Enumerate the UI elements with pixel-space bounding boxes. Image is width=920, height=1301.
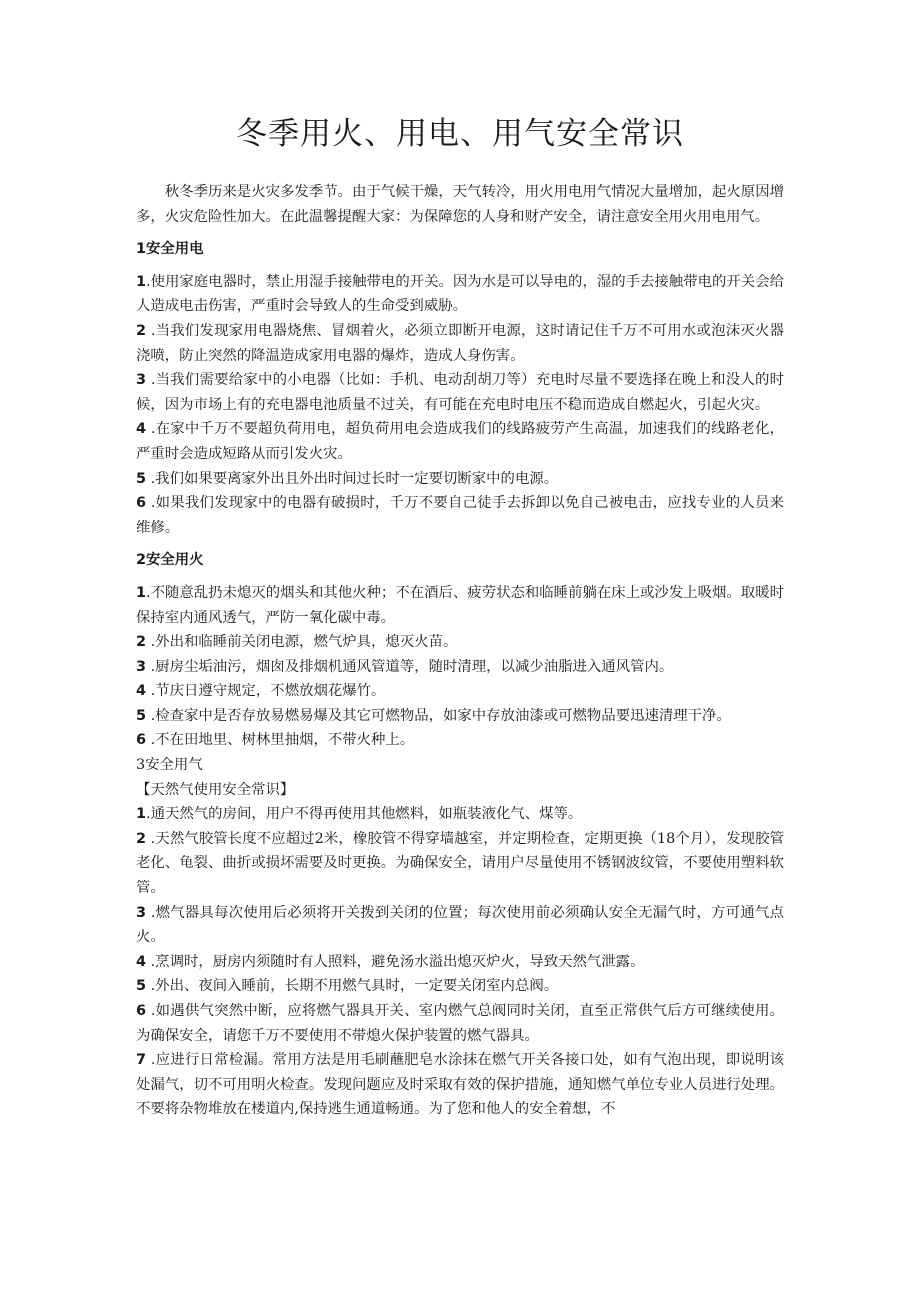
list-item <box>136 901 784 950</box>
list-item-text: 当我们发现家用电器烧焦、冒烟着火，必须立即断开电源，这时请记住千万不可用水或泡沫灭火器浇喷，防止突然的降温造成家用电器的爆炸，造成人身伤害。 <box>136 322 784 364</box>
list-item <box>136 491 784 540</box>
list-item-separator: . <box>146 372 156 389</box>
list-item-text: 检查家中是否存放易燃易爆及其它可燃物品，如家中存放油漆或可燃物品要迅速清理干净。 <box>155 707 731 724</box>
list-item-text: 外出、夜间入睡前，长期不用燃气具时，一定要关闭室内总阀。 <box>155 978 559 995</box>
list-item-separator: . <box>146 470 156 487</box>
list-item-separator: . <box>146 634 156 651</box>
section-subheading-gas: 【天然气使用安全常识】 <box>136 781 295 798</box>
list-item-separator: . <box>146 421 156 438</box>
list-item <box>136 802 784 827</box>
document-body <box>136 180 784 1122</box>
list-item-number: 2 <box>136 634 147 651</box>
list-item <box>136 950 784 975</box>
section-heading-gas: 3安全用气 <box>136 757 203 774</box>
list-item <box>136 417 784 466</box>
list-item-number: 2 <box>136 830 147 847</box>
list-item <box>136 999 784 1048</box>
list-item-text: 通天然气的房间，用户不得再使用其他燃料，如瓶装液化气、煤等。 <box>150 806 583 823</box>
list-item-separator: . <box>146 273 151 290</box>
list-item-text: 不在田地里、树林里抽烟，不带火种上。 <box>155 732 415 749</box>
list-item <box>136 655 784 680</box>
list-item-separator: . <box>146 732 156 749</box>
page-title: 冬季用火、用电、用气安全常识 <box>236 116 684 152</box>
section-list-gas <box>136 802 784 1122</box>
list-item-text: 使用家庭电器时，禁止用湿手接触带电的开关。因为水是可以导电的，湿的手去接触带电的开关会给人造成电击伤害，严重时会导致人的生命受到威胁。 <box>136 273 784 315</box>
list-item-separator: . <box>146 495 156 512</box>
list-item-number: 4 <box>136 953 147 970</box>
list-item-text: 节庆日遵守规定，不燃放烟花爆竹。 <box>155 683 386 700</box>
list-item-number: 5 <box>136 707 147 724</box>
list-item-text: 天然气胶管长度不应超过2米，橡胶管不得穿墙越室，并定期检查，定期更换（18个月），发现胶管老化、龟裂、曲折或损坏需要及时更换。为确保安全，请用户尽量使用不锈钢波纹管，不要使用塑料软管。 <box>136 830 784 897</box>
section-heading-electricity: 1安全用电 <box>136 241 204 258</box>
list-item-number: 1 <box>136 806 147 823</box>
list-item-separator: . <box>146 978 156 995</box>
list-item-number: 3 <box>136 658 147 675</box>
list-item-number: 3 <box>136 372 147 389</box>
list-item-text: 应进行日常检漏。常用方法是用毛刷蘸肥皂水涂抹在燃气开关各接口处，如有气泡出现，即说明该处漏气，切不可用明火检查。发现问题应及时采取有效的保护措施，通知燃气单位专业人员进行处理。不要将杂物堆放在楼道内,保持逃生通道畅通。为了您和他人的安全着想，不 <box>136 1052 784 1118</box>
list-item-separator: . <box>146 322 156 339</box>
list-item-text: 我们如果要离家外出且外出时间过长时一定要切断家中的电源。 <box>155 470 559 487</box>
list-item <box>136 630 784 655</box>
list-item-number: 5 <box>136 470 147 487</box>
list-item <box>136 581 784 630</box>
list-item-separator: . <box>146 830 156 847</box>
list-item-number: 5 <box>136 978 147 995</box>
section-heading-fire: 2安全用火 <box>136 552 204 569</box>
list-item-text: 不随意乱扔未熄灭的烟头和其他火种；不在酒后、疲劳状态和临睡前躺在床上或沙发上吸烟。取暖时保持室内通风透气，严防一氧化碳中毒。 <box>136 584 784 626</box>
list-item-separator: . <box>146 707 156 724</box>
list-item <box>136 679 784 704</box>
list-item-text: 厨房尘垢油污，烟囱及排烟机通风管道等，随时清理，以减少油脂进入通风管内。 <box>155 658 674 675</box>
list-item-number: 6 <box>136 732 147 749</box>
list-item-number: 6 <box>136 1003 147 1019</box>
list-item-text: 如遇供气突然中断，应将燃气器具开关、室内燃气总阀同时关闭，直至正常供气后方可继续使用。为确保安全，请您千万不要使用不带熄火保护装置的燃气器具。 <box>136 1003 784 1044</box>
section-list-electricity <box>136 270 784 541</box>
list-item-number: 1 <box>136 584 147 601</box>
list-item-text: 如果我们发现家中的电器有破损时，千万不要自己徒手去拆卸以免自己被电击，应找专业的人员来维修。 <box>136 495 784 536</box>
list-item-separator: . <box>146 1003 156 1019</box>
list-item-text: 外出和临睡前关闭电源，燃气炉具，熄灭火苗。 <box>155 634 458 651</box>
list-item-separator: . <box>146 1052 156 1069</box>
list-item <box>136 1048 784 1122</box>
list-item-separator: . <box>146 953 156 970</box>
intro-paragraph: 秋冬季历来是火灾多发季节。由于气候干燥，天气转冷，用火用电用气情况大量增加，起火原因增多，火灾危险性加大。在此温馨提醒大家：为保障您的人身和财产安全，请注意安全用火用电用气。 <box>136 184 784 225</box>
list-item-number: 2 <box>136 322 147 339</box>
section-list-fire <box>136 581 784 753</box>
list-item-separator: . <box>146 806 151 823</box>
list-item-separator: . <box>146 683 156 700</box>
list-item <box>136 270 784 319</box>
list-item-separator: . <box>146 584 151 601</box>
list-item <box>136 704 784 729</box>
list-item-number: 4 <box>136 683 147 700</box>
list-item-text: 烹调时，厨房内须随时有人照料，避免汤水溢出熄灭炉火，导致天然气泄露。 <box>155 953 645 970</box>
list-item-text: 燃气器具每次使用后必须将开关拨到关闭的位置；每次使用前必须确认安全无漏气时，方可通气点火。 <box>136 904 784 946</box>
list-item <box>136 467 784 492</box>
list-item <box>136 728 784 753</box>
list-item <box>136 368 784 417</box>
list-item <box>136 319 784 368</box>
list-item-number: 4 <box>136 421 147 438</box>
list-item-number: 7 <box>136 1052 147 1069</box>
list-item-separator: . <box>146 658 156 675</box>
list-item <box>136 974 784 999</box>
list-item-number: 6 <box>136 495 147 512</box>
list-item-number: 3 <box>136 904 147 921</box>
list-item-text: 当我们需要给家中的小电器（比如：手机、电动刮胡刀等）充电时尽量不要选择在晚上和没人的时候，因为市场上有的充电器电池质量不过关，有可能在充电时电压不稳而造成自燃起火，引起火灾。 <box>136 372 784 413</box>
list-item-text: 在家中千万不要超负荷用电，超负荷用电会造成我们的线路疲劳产生高温，加速我们的线路老化，严重时会造成短路从而引发火灾。 <box>136 421 784 462</box>
list-item <box>136 827 784 901</box>
list-item-number: 1 <box>136 273 147 290</box>
list-item-separator: . <box>146 904 156 921</box>
